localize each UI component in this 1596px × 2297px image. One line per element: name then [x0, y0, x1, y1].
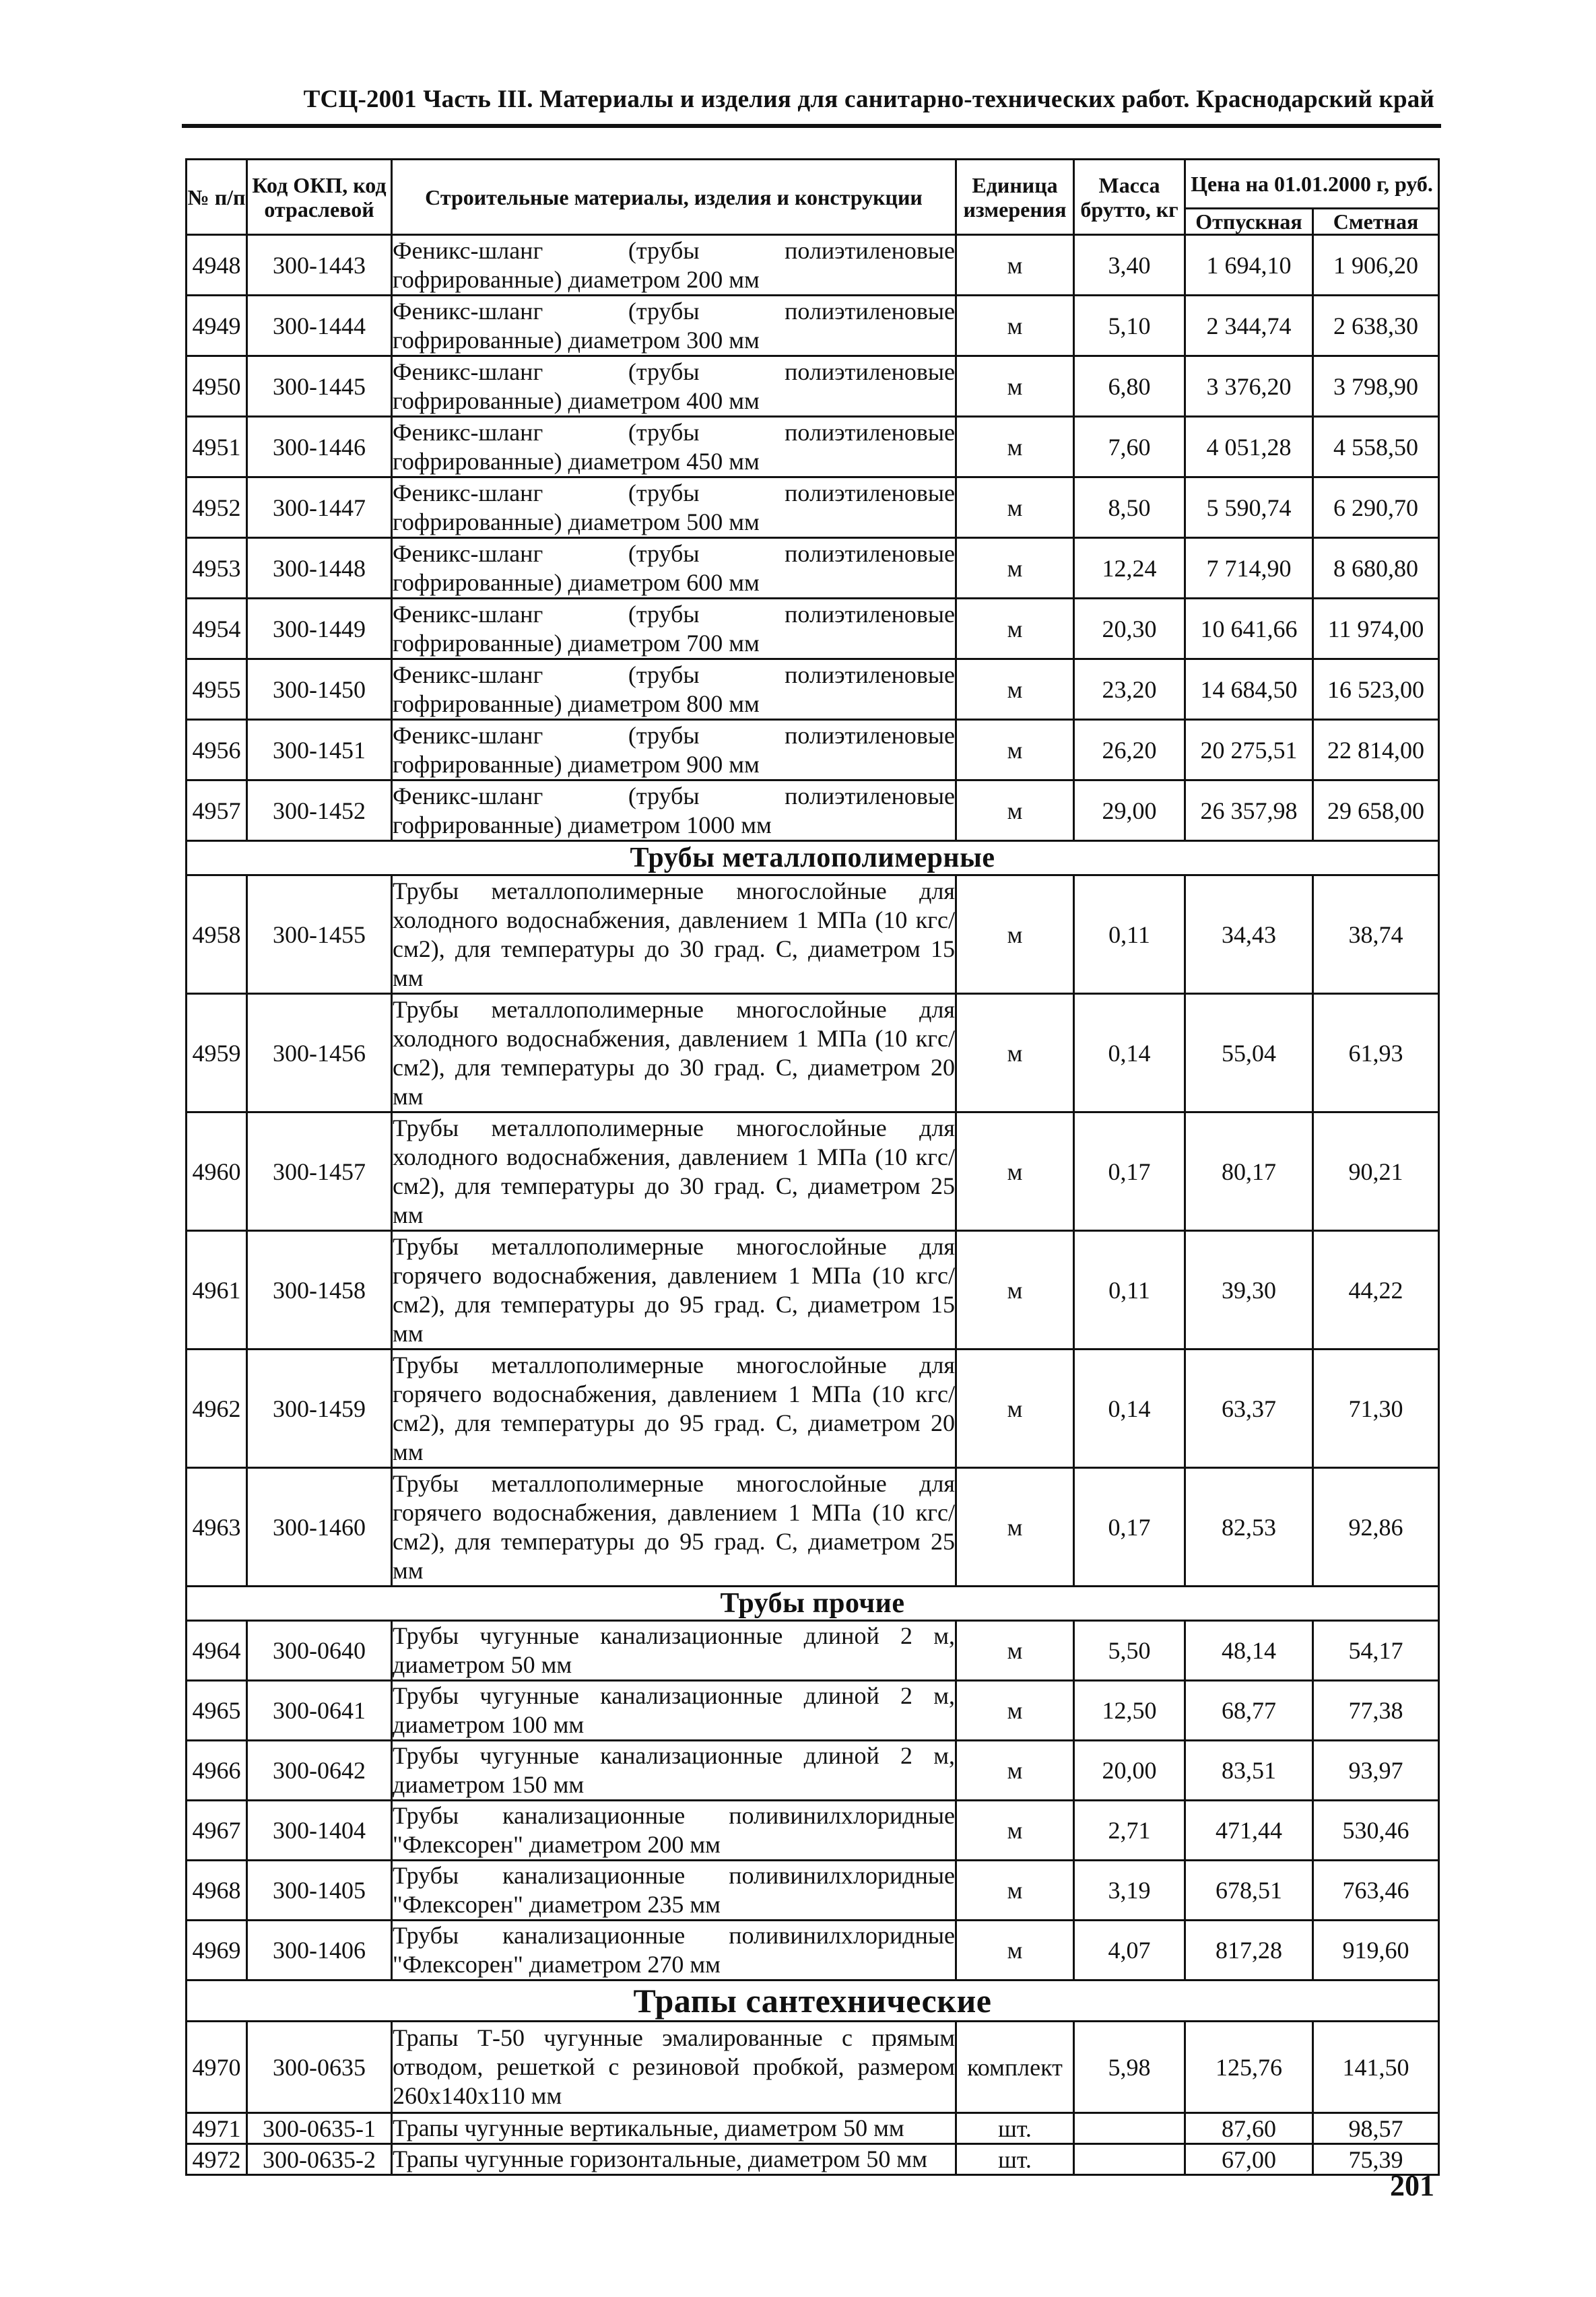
okp-code: 300-1460	[247, 1468, 392, 1587]
release-price: 83,51	[1185, 1741, 1313, 1801]
estimate-price: 4 558,50	[1313, 417, 1439, 477]
material-name: Феникс-шланг (трубы полиэтиленовые гофрированные) диаметром 600 мм	[392, 538, 956, 599]
mass-cell: 26,20	[1074, 720, 1185, 780]
okp-code: 300-1445	[247, 356, 392, 417]
unit-cell: м	[956, 780, 1074, 841]
unit-cell: м	[956, 720, 1074, 780]
material-name: Трубы металлополимерные многослойные для горячего водоснабжения, давлением 1 МПа (10 кгс/см2), для температуры до 95 град. С, диаметром 25 мм	[392, 1468, 956, 1587]
section-heading: Трубы прочие	[187, 1587, 1439, 1621]
okp-code: 300-1451	[247, 720, 392, 780]
unit-cell: шт.	[956, 2113, 1074, 2144]
release-price: 67,00	[1185, 2144, 1313, 2175]
okp-code: 300-0640	[247, 1621, 392, 1681]
material-name: Трубы металлополимерные многослойные для холодного водоснабжения, давлением 1 МПа (10 кгс/см2), для температуры до 30 град. С, диаметром 25 мм	[392, 1112, 956, 1231]
okp-code: 300-1457	[247, 1112, 392, 1231]
estimate-price: 11 974,00	[1313, 599, 1439, 659]
mass-cell: 5,50	[1074, 1621, 1185, 1681]
estimate-price: 16 523,00	[1313, 659, 1439, 720]
section-d	[187, 1980, 1439, 2022]
release-price: 7 714,90	[1185, 538, 1313, 599]
section-c	[187, 1587, 1439, 1621]
unit-cell: шт.	[956, 2144, 1074, 2175]
release-price: 63,37	[1185, 1350, 1313, 1468]
row-number: 4949	[187, 296, 247, 356]
table-row	[187, 780, 1439, 841]
table-row	[187, 875, 1439, 994]
table-row	[187, 417, 1439, 477]
table-row	[187, 2022, 1439, 2113]
okp-code: 300-0642	[247, 1741, 392, 1801]
release-price: 55,04	[1185, 994, 1313, 1112]
mass-cell: 3,19	[1074, 1861, 1185, 1921]
estimate-price: 8 680,80	[1313, 538, 1439, 599]
material-name: Трубы чугунные канализационные длиной 2 м, диаметром 150 мм	[392, 1741, 956, 1801]
table-row	[187, 1681, 1439, 1741]
mass-cell: 20,00	[1074, 1741, 1185, 1801]
release-price: 14 684,50	[1185, 659, 1313, 720]
release-price: 2 344,74	[1185, 296, 1313, 356]
group-d	[187, 2022, 1439, 2175]
estimate-price: 44,22	[1313, 1231, 1439, 1350]
mass-cell	[1074, 2113, 1185, 2144]
estimate-price: 98,57	[1313, 2113, 1439, 2144]
okp-code: 300-1446	[247, 417, 392, 477]
table-row	[187, 2113, 1439, 2144]
mass-cell: 0,14	[1074, 994, 1185, 1112]
mass-cell: 6,80	[1074, 356, 1185, 417]
okp-code: 300-1459	[247, 1350, 392, 1468]
estimate-price: 763,46	[1313, 1861, 1439, 1921]
estimate-price: 1 906,20	[1313, 235, 1439, 296]
section-b	[187, 841, 1439, 875]
okp-code: 300-1448	[247, 538, 392, 599]
mass-cell: 8,50	[1074, 477, 1185, 538]
material-name: Трубы металлополимерные многослойные для горячего водоснабжения, давлением 1 МПа (10 кгс/см2), для температуры до 95 град. С, диаметром 15 мм	[392, 1231, 956, 1350]
table-row	[187, 356, 1439, 417]
unit-cell: м	[956, 1861, 1074, 1921]
okp-code: 300-0635-1	[247, 2113, 392, 2144]
material-name: Трапы Т-50 чугунные эмалированные с прямым отводом, решеткой с резиновой пробкой, размером 260х140х110 мм	[392, 2022, 956, 2113]
okp-code: 300-0641	[247, 1681, 392, 1741]
unit-cell: м	[956, 1681, 1074, 1741]
release-price: 4 051,28	[1185, 417, 1313, 477]
release-price: 817,28	[1185, 1921, 1313, 1980]
table-row	[187, 538, 1439, 599]
table-row	[187, 994, 1439, 1112]
row-number: 4968	[187, 1861, 247, 1921]
estimate-price: 919,60	[1313, 1921, 1439, 1980]
release-price: 471,44	[1185, 1801, 1313, 1861]
mass-cell: 0,17	[1074, 1468, 1185, 1587]
row-number: 4957	[187, 780, 247, 841]
okp-code: 300-1449	[247, 599, 392, 659]
unit-cell: м	[956, 875, 1074, 994]
unit-cell: м	[956, 1231, 1074, 1350]
material-name: Феникс-шланг (трубы полиэтиленовые гофрированные) диаметром 900 мм	[392, 720, 956, 780]
mass-cell: 12,24	[1074, 538, 1185, 599]
mass-cell: 0,14	[1074, 1350, 1185, 1468]
material-name: Трубы металлополимерные многослойные для горячего водоснабжения, давлением 1 МПа (10 кгс/см2), для температуры до 95 град. С, диаметром 20 мм	[392, 1350, 956, 1468]
estimate-price: 29 658,00	[1313, 780, 1439, 841]
page-header	[182, 79, 1441, 128]
unit-cell: м	[956, 1921, 1074, 1980]
col-release-header: Отпускная	[1185, 209, 1313, 235]
material-name: Феникс-шланг (трубы полиэтиленовые гофрированные) диаметром 500 мм	[392, 477, 956, 538]
row-number: 4959	[187, 994, 247, 1112]
row-number: 4967	[187, 1801, 247, 1861]
unit-cell: м	[956, 599, 1074, 659]
col-num-header: № п/п	[187, 160, 247, 235]
row-number: 4953	[187, 538, 247, 599]
unit-cell: м	[956, 417, 1074, 477]
unit-cell: м	[956, 296, 1074, 356]
table-row	[187, 1801, 1439, 1861]
okp-code: 300-1458	[247, 1231, 392, 1350]
material-name: Трубы канализационные поливинилхлоридные "Флексорен" диаметром 235 мм	[392, 1861, 956, 1921]
table-row	[187, 235, 1439, 296]
release-price: 26 357,98	[1185, 780, 1313, 841]
release-price: 1 694,10	[1185, 235, 1313, 296]
okp-code: 300-1444	[247, 296, 392, 356]
material-name: Трапы чугунные горизонтальные, диаметром 50 мм	[392, 2144, 956, 2175]
document-title: ТСЦ-2001 Часть III. Материалы и изделия для санитарно-технических работ. Краснодарский край	[303, 86, 1434, 113]
material-name: Трубы канализационные поливинилхлоридные "Флексорен" диаметром 200 мм	[392, 1801, 956, 1861]
estimate-price: 92,86	[1313, 1468, 1439, 1587]
material-name: Трубы чугунные канализационные длиной 2 м, диаметром 100 мм	[392, 1681, 956, 1741]
material-name: Трубы канализационные поливинилхлоридные "Флексорен" диаметром 270 мм	[392, 1921, 956, 1980]
mass-cell: 23,20	[1074, 659, 1185, 720]
estimate-price: 71,30	[1313, 1350, 1439, 1468]
table-row	[187, 2144, 1439, 2175]
table-row	[187, 1921, 1439, 1980]
row-number: 4950	[187, 356, 247, 417]
section-heading: Трубы металлополимерные	[187, 841, 1439, 875]
row-number: 4961	[187, 1231, 247, 1350]
group-b	[187, 875, 1439, 1587]
estimate-price: 54,17	[1313, 1621, 1439, 1681]
okp-code: 300-1405	[247, 1861, 392, 1921]
okp-code: 300-0635	[247, 2022, 392, 2113]
estimate-price: 75,39	[1313, 2144, 1439, 2175]
row-number: 4970	[187, 2022, 247, 2113]
estimate-price: 93,97	[1313, 1741, 1439, 1801]
table-row	[187, 1621, 1439, 1681]
estimate-price: 22 814,00	[1313, 720, 1439, 780]
row-number: 4971	[187, 2113, 247, 2144]
section-heading: Трапы сантехнические	[187, 1980, 1439, 2022]
okp-code: 300-1404	[247, 1801, 392, 1861]
row-number: 4966	[187, 1741, 247, 1801]
okp-code: 300-1447	[247, 477, 392, 538]
table-row	[187, 477, 1439, 538]
unit-cell: м	[956, 1621, 1074, 1681]
mass-cell: 20,30	[1074, 599, 1185, 659]
row-number: 4955	[187, 659, 247, 720]
release-price: 678,51	[1185, 1861, 1313, 1921]
mass-cell: 0,11	[1074, 1231, 1185, 1350]
table-row	[187, 1231, 1439, 1350]
material-name: Феникс-шланг (трубы полиэтиленовые гофрированные) диаметром 800 мм	[392, 659, 956, 720]
row-number: 4954	[187, 599, 247, 659]
row-number: 4956	[187, 720, 247, 780]
unit-cell: м	[956, 235, 1074, 296]
mass-cell: 2,71	[1074, 1801, 1185, 1861]
material-name: Феникс-шланг (трубы полиэтиленовые гофрированные) диаметром 700 мм	[392, 599, 956, 659]
release-price: 39,30	[1185, 1231, 1313, 1350]
mass-cell: 3,40	[1074, 235, 1185, 296]
release-price: 20 275,51	[1185, 720, 1313, 780]
table-row	[187, 659, 1439, 720]
row-number: 4958	[187, 875, 247, 994]
unit-cell: м	[956, 1741, 1074, 1801]
mass-cell: 0,11	[1074, 875, 1185, 994]
unit-cell: м	[956, 659, 1074, 720]
col-price-header: Цена на 01.01.2000 г, руб.	[1185, 160, 1439, 209]
estimate-price: 530,46	[1313, 1801, 1439, 1861]
mass-cell: 29,00	[1074, 780, 1185, 841]
material-name: Феникс-шланг (трубы полиэтиленовые гофрированные) диаметром 450 мм	[392, 417, 956, 477]
estimate-price: 77,38	[1313, 1681, 1439, 1741]
table-row	[187, 1468, 1439, 1587]
release-price: 34,43	[1185, 875, 1313, 994]
estimate-price: 141,50	[1313, 2022, 1439, 2113]
okp-code: 300-1450	[247, 659, 392, 720]
okp-code: 300-1455	[247, 875, 392, 994]
col-mass-header: Масса брутто, кг	[1074, 160, 1185, 235]
estimate-price: 3 798,90	[1313, 356, 1439, 417]
unit-cell: м	[956, 1801, 1074, 1861]
row-number: 4965	[187, 1681, 247, 1741]
col-name-header: Строительные материалы, изделия и конструкции	[392, 160, 956, 235]
table-row	[187, 599, 1439, 659]
okp-code: 300-1443	[247, 235, 392, 296]
mass-cell: 12,50	[1074, 1681, 1185, 1741]
group-c	[187, 1621, 1439, 1980]
mass-cell	[1074, 2144, 1185, 2175]
release-price: 80,17	[1185, 1112, 1313, 1231]
row-number: 4948	[187, 235, 247, 296]
unit-cell: комплект	[956, 2022, 1074, 2113]
table-row	[187, 720, 1439, 780]
row-number: 4964	[187, 1621, 247, 1681]
unit-cell: м	[956, 994, 1074, 1112]
material-name: Трубы металлополимерные многослойные для холодного водоснабжения, давлением 1 МПа (10 кгс/см2), для температуры до 30 град. С, диаметром 15 мм	[392, 875, 956, 994]
release-price: 87,60	[1185, 2113, 1313, 2144]
row-number: 4952	[187, 477, 247, 538]
table-row	[187, 1741, 1439, 1801]
material-name: Феникс-шланг (трубы полиэтиленовые гофрированные) диаметром 400 мм	[392, 356, 956, 417]
table-row	[187, 1112, 1439, 1231]
release-price: 3 376,20	[1185, 356, 1313, 417]
table-row	[187, 296, 1439, 356]
okp-code: 300-1456	[247, 994, 392, 1112]
col-unit-header: Единица измерения	[956, 160, 1074, 235]
okp-code: 300-1406	[247, 1921, 392, 1980]
materials-table	[185, 158, 1440, 2176]
mass-cell: 7,60	[1074, 417, 1185, 477]
estimate-price: 90,21	[1313, 1112, 1439, 1231]
release-price: 5 590,74	[1185, 477, 1313, 538]
unit-cell: м	[956, 356, 1074, 417]
row-number: 4972	[187, 2144, 247, 2175]
material-name: Феникс-шланг (трубы полиэтиленовые гофрированные) диаметром 200 мм	[392, 235, 956, 296]
unit-cell: м	[956, 538, 1074, 599]
table-row	[187, 1861, 1439, 1921]
release-price: 10 641,66	[1185, 599, 1313, 659]
row-number: 4960	[187, 1112, 247, 1231]
unit-cell: м	[956, 477, 1074, 538]
unit-cell: м	[956, 1468, 1074, 1587]
estimate-price: 6 290,70	[1313, 477, 1439, 538]
release-price: 125,76	[1185, 2022, 1313, 2113]
row-number: 4969	[187, 1921, 247, 1980]
mass-cell: 5,10	[1074, 296, 1185, 356]
release-price: 82,53	[1185, 1468, 1313, 1587]
page-number: 201	[1390, 2169, 1434, 2202]
material-name: Трубы чугунные канализационные длиной 2 м, диаметром 50 мм	[392, 1621, 956, 1681]
unit-cell: м	[956, 1350, 1074, 1468]
unit-cell: м	[956, 1112, 1074, 1231]
col-estimate-header: Сметная	[1313, 209, 1439, 235]
col-code-header: Код ОКП, код отраслевой	[247, 160, 392, 235]
estimate-price: 38,74	[1313, 875, 1439, 994]
estimate-price: 2 638,30	[1313, 296, 1439, 356]
release-price: 68,77	[1185, 1681, 1313, 1741]
mass-cell: 0,17	[1074, 1112, 1185, 1231]
okp-code: 300-0635-2	[247, 2144, 392, 2175]
table-row	[187, 1350, 1439, 1468]
material-name: Трапы чугунные вертикальные, диаметром 50 мм	[392, 2113, 956, 2144]
material-name: Феникс-шланг (трубы полиэтиленовые гофрированные) диаметром 300 мм	[392, 296, 956, 356]
row-number: 4951	[187, 417, 247, 477]
row-number: 4963	[187, 1468, 247, 1587]
mass-cell: 4,07	[1074, 1921, 1185, 1980]
group-a	[187, 235, 1439, 841]
material-name: Феникс-шланг (трубы полиэтиленовые гофрированные) диаметром 1000 мм	[392, 780, 956, 841]
material-name: Трубы металлополимерные многослойные для холодного водоснабжения, давлением 1 МПа (10 кгс/см2), для температуры до 30 град. С, диаметром 20 мм	[392, 994, 956, 1112]
mass-cell: 5,98	[1074, 2022, 1185, 2113]
estimate-price: 61,93	[1313, 994, 1439, 1112]
release-price: 48,14	[1185, 1621, 1313, 1681]
row-number: 4962	[187, 1350, 247, 1468]
okp-code: 300-1452	[247, 780, 392, 841]
